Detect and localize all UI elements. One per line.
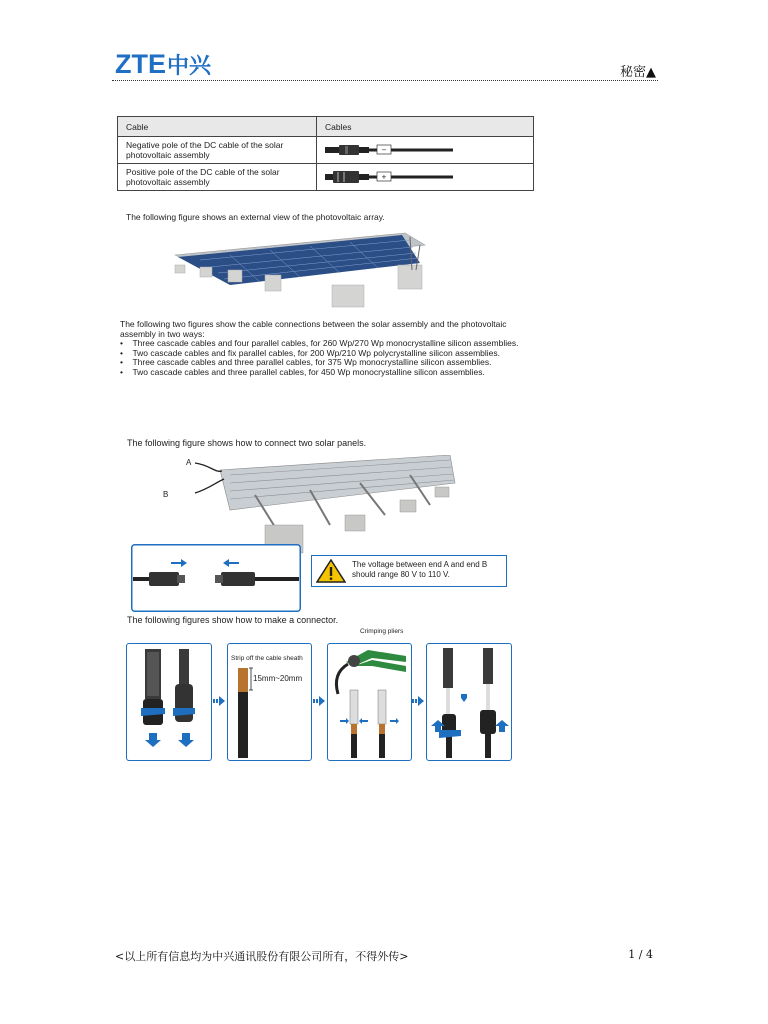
strip-sheath-label: Strip off the cable sheath [231,655,303,662]
assemble-connector-image [427,644,511,760]
classification-mark: 秘密▲ [620,65,656,80]
cable-marker: + [381,172,387,182]
page-number: 1 / 4 [628,948,653,961]
disassemble-connector-image [127,644,211,760]
voltage-warning [311,555,507,587]
connector-inset-image [131,544,301,612]
connector-step-3 [327,643,412,761]
warning-text: The voltage between end A and end B should range 80 V to 110 V. [352,560,488,579]
table-row [118,137,534,164]
logo-text: ZTE [115,48,166,79]
cable-marker: − [381,145,387,155]
table-header-row [118,117,534,137]
table-cell-label: Negative pole of the DC cable of the solar photovoltaic assembly [118,137,317,164]
label-a: A [186,458,192,467]
solar-array-image [120,225,515,315]
cable-table [117,116,534,191]
connector-step-2 [227,643,312,761]
positive-cable-icon [325,170,455,184]
logo-chinese-text: 中兴 [167,53,212,79]
table-header-cell: Cables [317,117,534,137]
table-row [118,164,534,191]
make-connector-caption: The following figures show how to make a connector. [127,615,339,625]
crimping-pliers-label: Crimping pliers [360,628,404,635]
header-divider [112,80,658,81]
zte-logo [115,50,211,78]
step-arrow-icon [313,696,325,706]
bullet-item: • Two cascade cables and fix parallel cables, for 200 Wp/210 Wp polycrystalline silicon assemblies. [120,347,501,358]
table-header-cell: Cable [118,117,317,137]
step-arrow-icon [213,696,225,706]
connect-panels-caption: The following figure shows how to connect two solar panels. [127,438,367,448]
negative-cable-icon [325,143,455,157]
warning-icon [316,559,346,583]
connections-intro: The following two figures show the cable connections between the solar assembly and the photovoltaic assembly in two ways: [120,319,507,339]
array-view-caption: The following figure shows an external view of the photovoltaic array. [126,212,385,222]
strip-length-label: 15mm~20mm [253,674,303,683]
table-cell-image [317,137,534,164]
footer-notice: <以上所有信息均为中兴通讯股份有限公司所有，不得外传> [115,950,409,963]
strip-cable-image [228,644,311,760]
table-cell-label: Positive pole of the DC cable of the solar photovoltaic assembly [118,164,317,191]
bullet-item: • Two cascade cables and three parallel cables, for 450 Wp monocrystalline silicon assemblies. [120,366,485,377]
step-arrow-icon [412,696,424,706]
connections-caption [120,320,520,377]
bullet-item: • Three cascade cables and three parallel cables, for 375 Wp monocrystalline silicon assemblies. [120,357,492,367]
bullet-item: • Three cascade cables and four parallel cables, for 260 Wp/270 Wp monocrystalline silicon assemblies. [120,338,519,348]
connector-step-4 [426,643,512,761]
table-cell-image [317,164,534,191]
panel-connection-image [160,455,460,555]
connector-step-1 [126,643,212,761]
crimping-image [328,644,411,760]
label-b: B [163,490,169,499]
